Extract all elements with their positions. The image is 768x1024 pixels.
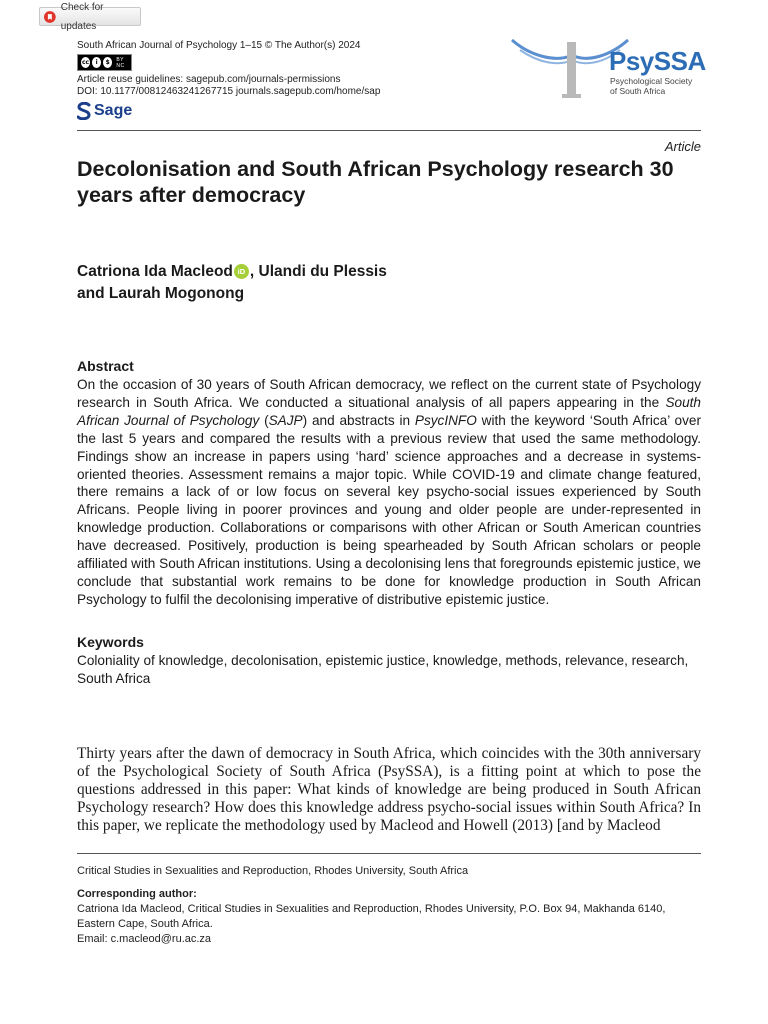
article-type: Article <box>664 139 701 154</box>
sage-name: Sage <box>94 102 133 119</box>
body-intro-paragraph: Thirty years after the dawn of democracy in South Africa, which coincides with the 30th anniversary of the Psychological Society of South Africa (PsySSA), is a fitting point at which to pose the questions addressed in this paper: What kinds of knowledge are being produced in South African Psychology research? How does this knowledge address psycho-social issues within South Africa? In this paper, we replicate the methodology used by Macleod and Howell (2013) [and by Macleod <box>77 745 701 834</box>
check-for-updates-button[interactable] <box>39 1 141 32</box>
abstract-part: On the occasion of 30 years of South African democracy, we reflect on the current state of Psychology research in South Africa. We conducted a situational analysis of all papers appearing in the <box>77 377 701 410</box>
abstract-part: ) and abstracts in <box>302 412 415 428</box>
keywords-heading: Keywords <box>77 634 144 650</box>
cc-text: BY NC <box>116 56 125 69</box>
by-icon: i <box>92 57 101 68</box>
abstract-part: ( <box>259 412 269 428</box>
nc-icon: $ <box>103 57 112 68</box>
journal-name-italic: South African Journal of Psychology <box>77 394 701 428</box>
abstract-part: with the keyword ‘South Africa’ over the last 5 years and compared the results with a previous review that used the same methodology. Findings show an increase in papers using ‘hard’ science approaches and a decrease in systems-oriented theories. Assessment remains a major topic. While COVID-19 and climate change featured, there remains a lack of or low focus on several key psycho-social issues experienced by South Africans. People living in poorer provinces and young and older people are under-represented in knowledge production. Collaborations or comparisons with other African or South American countries have decreased. Positively, production is being spearheaded by South African scholars or people affiliated with South African institutions. Using a decolonising lens that foregrounds epistemic justice, we conclude that substantial work remains to be done for knowledge production in South African Psychology to fulfil the decolonising imperative of distributive epistemic justice. <box>77 412 701 607</box>
psyssa-subtitle <box>610 76 692 96</box>
footer-divider <box>77 853 701 854</box>
corresponding-email[interactable]: Email: c.macleod@ru.ac.za <box>77 933 212 945</box>
psyssa-sub-line1: Psychological Society <box>610 76 693 86</box>
corresponding-text: Catriona Ida Macleod, Critical Studies in Sexualities and Reproduction, Rhodes University, P.O. Box 94, Makhanda 6140, Eastern Cape, South Africa. <box>77 903 666 930</box>
doi-link[interactable]: DOI: 10.1177/00812463241267715 journals.sagepub.com/home/sap <box>77 86 381 97</box>
corresponding-heading: Corresponding author: <box>77 888 197 900</box>
psyssa-sub-line2: of South Africa <box>610 86 666 96</box>
check-for-updates-label: Check for updates <box>60 1 104 32</box>
author-first[interactable]: Catriona Ida Macleod <box>77 263 233 280</box>
reuse-guidelines-link[interactable]: Article reuse guidelines: sagepub.com/journals-permissions <box>77 74 341 85</box>
author-rest-2[interactable]: and Laurah Mogonong <box>77 285 245 302</box>
article-title: Decolonisation and South African Psychology research 30 years after democracy <box>77 157 674 207</box>
author-list <box>77 261 677 305</box>
sajp-italic: SAJP <box>268 412 303 428</box>
abstract-heading: Abstract <box>77 358 134 374</box>
psyssa-name: PsySSA <box>609 46 706 76</box>
sage-logo <box>77 102 132 120</box>
cc-icon: cc <box>81 59 90 66</box>
orcid-icon[interactable]: iD <box>234 264 249 279</box>
journal-citation: South African Journal of Psychology 1–15 © The Author(s) 2024 <box>77 40 361 51</box>
keywords-text: Coloniality of knowledge, decolonisation, epistemic justice, knowledge, methods, relevance, research, South Africa <box>77 653 689 686</box>
creative-commons-badge[interactable] <box>77 54 132 71</box>
author-rest-1[interactable]: , Ulandi du Plessis <box>249 263 387 280</box>
psycinfo-italic: PsycINFO <box>414 412 477 428</box>
sage-s-icon <box>77 102 91 120</box>
header-divider <box>77 130 701 131</box>
bookmark-icon <box>44 11 56 23</box>
abstract-text <box>77 376 701 609</box>
affiliation: Critical Studies in Sexualities and Reproduction, Rhodes University, South Africa <box>77 865 469 877</box>
corresponding-author-block <box>77 887 701 947</box>
